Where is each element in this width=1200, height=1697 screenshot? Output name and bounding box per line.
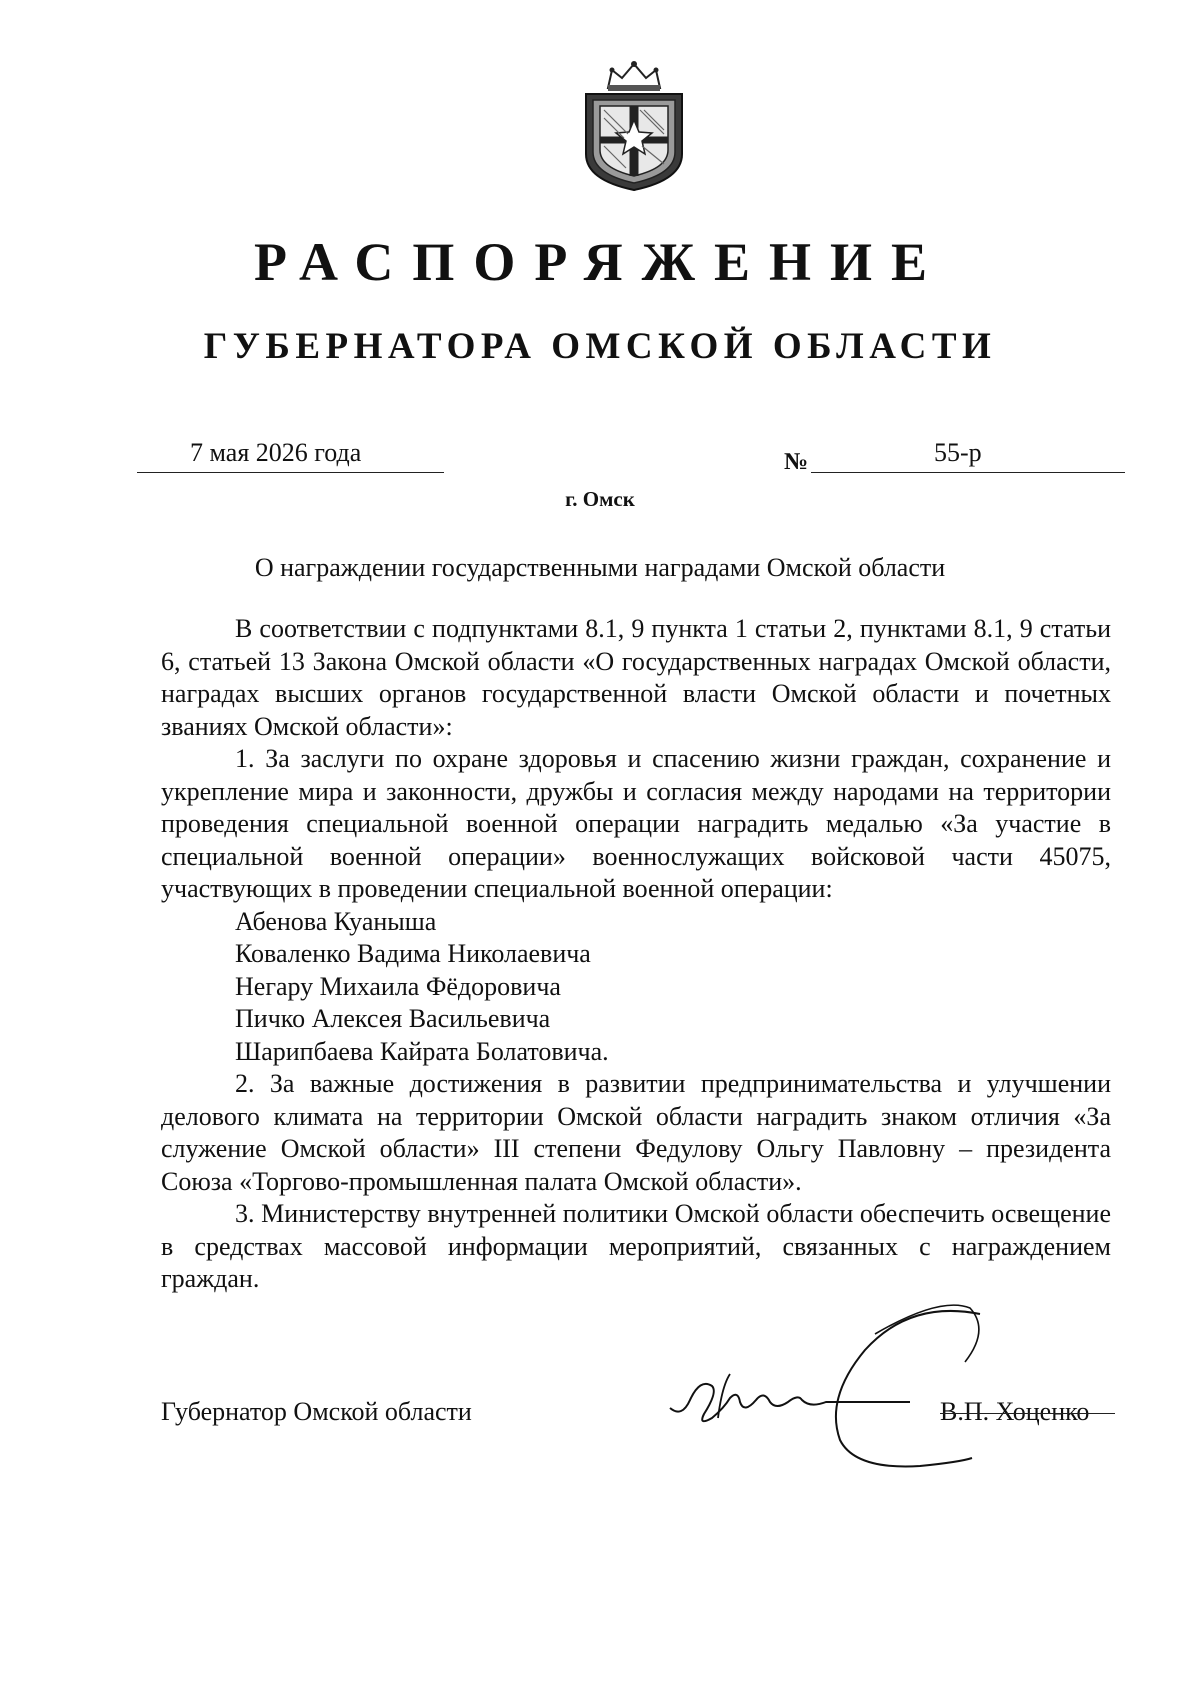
date-underline	[137, 472, 444, 473]
number-underline	[811, 472, 1125, 473]
item-2-paragraph: 2. За важные достижения в развитии предпринимательства и улучшении делового климата на территории Омской области наградить знаком отличия «За служение Омской области» III степени Федулову Ольгу Павловну – президента Союза «Торгово-промышленная палата Омской области».	[161, 1069, 1111, 1196]
document-city: г. Омск	[565, 487, 635, 511]
coat-of-arms-emblem	[578, 58, 690, 192]
signatory-name: В.П. Хоценко	[940, 1397, 1090, 1426]
document-subtitle: ГУБЕРНАТОРА ОМСКОЙ ОБЛАСТИ	[203, 326, 997, 367]
item-1-paragraph: 1. За заслуги по охране здоровья и спасению жизни граждан, сохранение и укрепление мира и законности, дружбы и согласия между народами на территории проведения специальной военной операции наградить медалью «За участие в специальной военной операции» военнослужащих войсковой части 45075, участвующих в проведении специальной военной операции:	[161, 744, 1111, 903]
document-number: 55-р	[934, 438, 982, 467]
awardee-name: Пичко Алексея Васильевича	[235, 1004, 551, 1033]
document-subject: О награждении государственными наградами Омской области	[254, 553, 946, 582]
awardee-name: Негару Михаила Фёдоровича	[235, 971, 561, 1001]
awardee-name: Коваленко Вадима Николаевича	[235, 939, 591, 968]
document-body	[161, 613, 1111, 1296]
item-3-paragraph: 3. Министерству внутренней политики Омской области обеспечить освещение в средствах массовой информации мероприятий, связанных с награждением граждан.	[161, 1199, 1111, 1293]
document-title: РАСПОРЯЖЕНИЕ	[253, 232, 947, 292]
preamble-paragraph: В соответствии с подпунктами 8.1, 9 пункта 1 статьи 2, пунктами 8.1, 9 статьи 6, статьей 13 Закона Омской области «О государственных наградах Омской области, наградах высших органов государственной власти Омской области и почетных званиях Омской области»:	[161, 614, 1111, 741]
signatory-position: Губернатор Омской области	[161, 1397, 472, 1426]
number-sign: №	[784, 449, 809, 475]
handwritten-signature	[660, 1290, 1100, 1480]
awardee-name: Абенова Куаныша	[235, 906, 437, 936]
document-date: 7 мая 2026 года	[190, 438, 362, 467]
awardee-name: Шарипбаева Кайрата Болатовича.	[235, 1036, 609, 1066]
